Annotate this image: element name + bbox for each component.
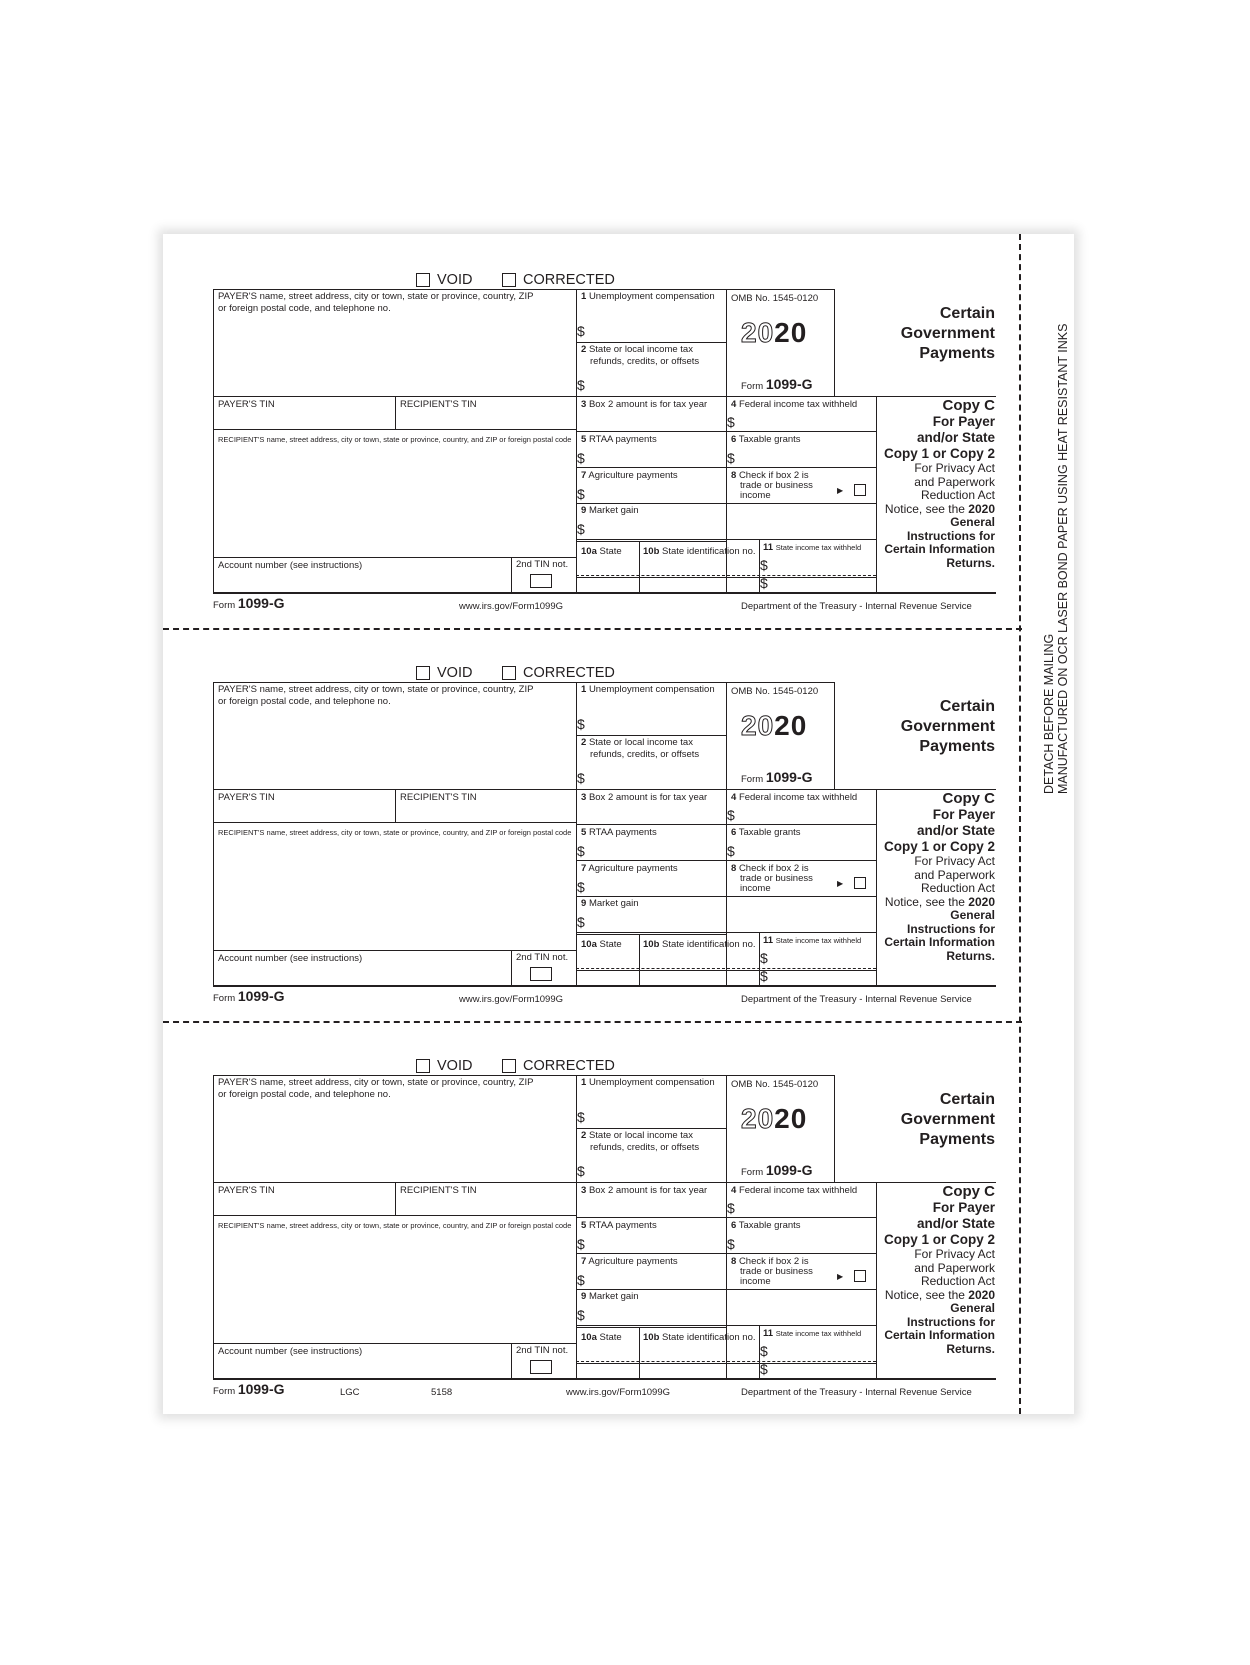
box7-dollar: $ (577, 486, 585, 502)
box11-number: 11 (763, 1328, 774, 1339)
grid-line (395, 789, 396, 823)
copy-c-notice: Copy C For Payer and/or State Copy 1 or Copy 2 For Privacy Act and Paperwork Reduction Act Notice, see the 2020 General Instructions for Certain Information Returns. (883, 397, 995, 570)
footer-code-lgc: LGC (340, 1387, 360, 1398)
box11-label: State income tax withheld (775, 543, 862, 552)
box1-number: 1 (581, 1077, 587, 1088)
box8-label: Check if box 2 is (738, 1256, 809, 1267)
recipient-tin-label: RECIPIENT'S TIN (400, 792, 477, 803)
second-tin-label: 2nd TIN not. (516, 1345, 569, 1356)
arrow-icon: ▶ (837, 486, 844, 495)
grid-line (213, 1075, 214, 1379)
grid-line (511, 1343, 512, 1379)
box3-label: Box 2 amount is for tax year (588, 1185, 708, 1196)
grid-line (213, 557, 576, 558)
box7-number: 7 (581, 863, 587, 874)
box9-dollar: $ (577, 521, 585, 537)
box3-label: Box 2 amount is for tax year (588, 399, 708, 410)
box10b-label: State identification no. (662, 1332, 756, 1343)
form-title: Certain Government Payments (900, 698, 995, 755)
box6-label: Taxable grants (738, 827, 801, 838)
box7-label: Agriculture payments (588, 470, 678, 481)
box11-dollar: $ (760, 950, 768, 966)
box4-dollar: $ (727, 807, 735, 823)
corrected-label: CORRECTED (523, 1058, 615, 1074)
grid-line (834, 1075, 835, 1182)
box7-dollar: $ (577, 1272, 585, 1288)
footer-form-number: 1099-G (237, 988, 285, 1004)
box10a-number: 10a (581, 939, 597, 950)
box10b-label: State identification no. (662, 939, 756, 950)
box8-label-cont: trade or business (740, 1266, 813, 1277)
grid-line (395, 1182, 396, 1216)
box10b-number: 10b (643, 546, 660, 557)
box11-number: 11 (763, 935, 774, 946)
payer-tin-label: PAYER'S TIN (218, 399, 275, 410)
payer-name-label-cont: or foreign postal code, and telephone no. (218, 1089, 391, 1100)
omb-number: OMB No. 1545-0120 (731, 1079, 819, 1090)
box2-label-cont: refunds, credits, or offsets (590, 1142, 700, 1153)
form-word: Form (741, 1167, 764, 1178)
footer-url: www.irs.gov/Form1099G (459, 994, 564, 1005)
footer-form-word: Form (213, 993, 236, 1004)
box7-number: 7 (581, 470, 587, 481)
corrected-label: CORRECTED (523, 272, 615, 288)
tax-year: 2020 (741, 317, 808, 348)
box2-number: 2 (581, 1130, 587, 1141)
grid-line (213, 1343, 576, 1344)
box11-dollar: $ (760, 557, 768, 573)
detach-notice: DETACH BEFORE MAILING (1042, 633, 1056, 794)
void-checkbox[interactable] (416, 666, 430, 680)
box9-number: 9 (581, 898, 587, 909)
box10a-label: State (599, 546, 622, 557)
form-number: 1099-G (765, 376, 813, 392)
grid-line (576, 1128, 726, 1129)
form-number: 1099-G (765, 1162, 813, 1178)
form-word: Form (741, 381, 764, 392)
second-tin-label: 2nd TIN not. (516, 559, 569, 570)
box11-dollar-2: $ (760, 575, 768, 591)
box9-dollar: $ (577, 914, 585, 930)
footer-url: www.irs.gov/Form1099G (566, 1387, 671, 1398)
box6-dollar: $ (727, 450, 735, 466)
box5-dollar: $ (577, 1236, 585, 1252)
box2-dollar: $ (577, 1163, 585, 1179)
grid-line (213, 682, 835, 683)
box9-label: Market gain (588, 898, 639, 909)
footer-form-word: Form (213, 1386, 236, 1397)
corrected-checkbox[interactable] (502, 273, 516, 287)
recipient-name-label: RECIPIENT'S name, street address, city or town, state or province, country, and ZIP or foreign postal code (218, 828, 572, 837)
payer-name-label-cont: or foreign postal code, and telephone no. (218, 303, 391, 314)
box2-label-cont: refunds, credits, or offsets (590, 356, 700, 367)
box7-dollar: $ (577, 879, 585, 895)
box4-dollar: $ (727, 414, 735, 430)
box5-dollar: $ (577, 843, 585, 859)
grid-line (213, 950, 576, 951)
recipient-tin-label: RECIPIENT'S TIN (400, 1185, 477, 1196)
box6-dollar: $ (727, 1236, 735, 1252)
arrow-icon: ▶ (837, 879, 844, 888)
box1-label: Unemployment compensation (588, 1077, 715, 1088)
recipient-name-label: RECIPIENT'S name, street address, city or town, state or province, country, and ZIP or foreign postal code (218, 1221, 572, 1230)
box6-number: 6 (731, 434, 737, 445)
grid-line (213, 1075, 835, 1076)
copy-c-notice: Copy C For Payer and/or State Copy 1 or Copy 2 For Privacy Act and Paperwork Reduction Act Notice, see the 2020 General Instructions for Certain Information Returns. (883, 790, 995, 963)
box11-label: State income tax withheld (775, 936, 862, 945)
box8-number: 8 (731, 470, 737, 481)
arrow-icon: ▶ (837, 1272, 844, 1281)
box2-dollar: $ (577, 377, 585, 393)
box6-number: 6 (731, 827, 737, 838)
footer-form-word: Form (213, 600, 236, 611)
box1-dollar: $ (577, 323, 585, 339)
corrected-checkbox[interactable] (502, 1059, 516, 1073)
box8-label-cont2: income (740, 1276, 771, 1287)
grid-line (834, 682, 835, 789)
box7-label: Agriculture payments (588, 1256, 678, 1267)
box5-label: RTAA payments (588, 827, 657, 838)
tax-year: 2020 (741, 710, 808, 741)
box11-label: State income tax withheld (775, 1329, 862, 1338)
second-tin-label: 2nd TIN not. (516, 952, 569, 963)
payer-name-label: PAYER'S name, street address, city or town, state or province, country, ZIP (218, 1077, 534, 1088)
grid-line (576, 934, 726, 935)
second-tin-checkbox[interactable] (530, 1360, 552, 1374)
box10a-number: 10a (581, 1332, 597, 1343)
form-number: 1099-G (765, 769, 813, 785)
box1-number: 1 (581, 291, 587, 302)
box10a-number: 10a (581, 546, 597, 557)
box8-label: Check if box 2 is (738, 470, 809, 481)
payer-tin-label: PAYER'S TIN (218, 1185, 275, 1196)
form-1099g-copy (163, 627, 1074, 1019)
grid-line (639, 934, 640, 985)
grid-line (639, 1327, 640, 1378)
grid-line (213, 592, 996, 594)
grid-line (511, 950, 512, 986)
box9-number: 9 (581, 1291, 587, 1302)
recipient-name-label: RECIPIENT'S name, street address, city or town, state or province, country, and ZIP or foreign postal code (218, 435, 572, 444)
payer-name-label: PAYER'S name, street address, city or town, state or province, country, ZIP (218, 684, 534, 695)
tax-year: 2020 (741, 1103, 808, 1134)
omb-number: OMB No. 1545-0120 (731, 686, 819, 697)
footer-form-number: 1099-G (237, 1381, 285, 1397)
box8-label-cont: trade or business (740, 480, 813, 491)
form-sheet (163, 234, 1074, 1414)
box2-number: 2 (581, 344, 587, 355)
footer-department: Department of the Treasury - Internal Revenue Service (741, 1387, 972, 1398)
grid-line (213, 682, 214, 986)
corrected-label: CORRECTED (523, 665, 615, 681)
grid-line (576, 342, 726, 343)
box5-number: 5 (581, 1220, 587, 1231)
box7-number: 7 (581, 1256, 587, 1267)
box6-dollar: $ (727, 843, 735, 859)
copy-c-notice: Copy C For Payer and/or State Copy 1 or Copy 2 For Privacy Act and Paperwork Reduction Act Notice, see the 2020 General Instructions for Certain Information Returns. (883, 1183, 995, 1356)
footer-url: www.irs.gov/Form1099G (459, 601, 564, 612)
grid-line (834, 289, 835, 396)
box1-label: Unemployment compensation (588, 291, 715, 302)
form-title: Certain Government Payments (900, 305, 995, 362)
manufacture-notice: MANUFACTURED ON OCR LASER BOND PAPER USING HEAT RESISTANT INKS (1056, 323, 1070, 794)
box4-number: 4 (731, 792, 737, 803)
payer-tin-label: PAYER'S TIN (218, 792, 275, 803)
box10b-number: 10b (643, 1332, 660, 1343)
box9-number: 9 (581, 505, 587, 516)
box11-dollar-2: $ (760, 1361, 768, 1377)
second-tin-checkbox[interactable] (530, 574, 552, 588)
grid-line (395, 396, 396, 430)
box1-label: Unemployment compensation (588, 684, 715, 695)
box6-label: Taxable grants (738, 1220, 801, 1231)
box4-label: Federal income tax withheld (738, 399, 858, 410)
footer-department: Department of the Treasury - Internal Revenue Service (741, 601, 972, 612)
second-tin-checkbox[interactable] (530, 967, 552, 981)
box11-dollar-2: $ (760, 968, 768, 984)
box2-number: 2 (581, 737, 587, 748)
grid-line (576, 1327, 726, 1328)
void-checkbox[interactable] (416, 1059, 430, 1073)
box10b-label: State identification no. (662, 546, 756, 557)
account-number-label: Account number (see instructions) (218, 1346, 363, 1357)
box8-label-cont2: income (740, 883, 771, 894)
grid-line (511, 557, 512, 593)
corrected-checkbox[interactable] (502, 666, 516, 680)
box8-label-cont2: income (740, 490, 771, 501)
box7-label: Agriculture payments (588, 863, 678, 874)
recipient-tin-label: RECIPIENT'S TIN (400, 399, 477, 410)
box2-label-cont: refunds, credits, or offsets (590, 749, 700, 760)
box8-number: 8 (731, 863, 737, 874)
form-1099g-copy (163, 1020, 1074, 1412)
box3-number: 3 (581, 1185, 587, 1196)
box5-label: RTAA payments (588, 1220, 657, 1231)
box1-dollar: $ (577, 1109, 585, 1125)
box2-label: State or local income tax (588, 1130, 693, 1141)
form-word: Form (741, 774, 764, 785)
box10a-label: State (599, 1332, 622, 1343)
grid-line (576, 735, 726, 736)
box3-number: 3 (581, 399, 587, 410)
box4-number: 4 (731, 1185, 737, 1196)
box10b-number: 10b (643, 939, 660, 950)
box2-label: State or local income tax (588, 737, 693, 748)
box4-label: Federal income tax withheld (738, 1185, 858, 1196)
footer-form-number: 1099-G (237, 595, 285, 611)
form-1099g-copy (163, 234, 1074, 626)
box5-number: 5 (581, 434, 587, 445)
box2-label: State or local income tax (588, 344, 693, 355)
void-label: VOID (437, 272, 473, 288)
account-number-label: Account number (see instructions) (218, 953, 363, 964)
form-title: Certain Government Payments (900, 1091, 995, 1148)
box8-label: Check if box 2 is (738, 863, 809, 874)
void-checkbox[interactable] (416, 273, 430, 287)
box6-label: Taxable grants (738, 434, 801, 445)
box9-label: Market gain (588, 1291, 639, 1302)
footer-code-5158: 5158 (431, 1387, 453, 1398)
footer-department: Department of the Treasury - Internal Revenue Service (741, 994, 972, 1005)
payer-name-label: PAYER'S name, street address, city or town, state or province, country, ZIP (218, 291, 534, 302)
box11-number: 11 (763, 542, 774, 553)
grid-line (639, 541, 640, 592)
box4-number: 4 (731, 399, 737, 410)
box11-dollar: $ (760, 1343, 768, 1359)
void-label: VOID (437, 1058, 473, 1074)
box4-label: Federal income tax withheld (738, 792, 858, 803)
box2-dollar: $ (577, 770, 585, 786)
box6-number: 6 (731, 1220, 737, 1231)
grid-line (213, 289, 214, 593)
box3-label: Box 2 amount is for tax year (588, 792, 708, 803)
box8-number: 8 (731, 1256, 737, 1267)
grid-line (213, 985, 996, 987)
box5-dollar: $ (577, 450, 585, 466)
box3-number: 3 (581, 792, 587, 803)
grid-line (213, 289, 835, 290)
box4-dollar: $ (727, 1200, 735, 1216)
box1-number: 1 (581, 684, 587, 695)
grid-line (576, 541, 726, 542)
grid-line (213, 1378, 996, 1380)
box9-dollar: $ (577, 1307, 585, 1323)
account-number-label: Account number (see instructions) (218, 560, 363, 571)
box9-label: Market gain (588, 505, 639, 516)
box5-number: 5 (581, 827, 587, 838)
payer-name-label-cont: or foreign postal code, and telephone no. (218, 696, 391, 707)
void-label: VOID (437, 665, 473, 681)
box1-dollar: $ (577, 716, 585, 732)
box8-label-cont: trade or business (740, 873, 813, 884)
box10a-label: State (599, 939, 622, 950)
box5-label: RTAA payments (588, 434, 657, 445)
omb-number: OMB No. 1545-0120 (731, 293, 819, 304)
